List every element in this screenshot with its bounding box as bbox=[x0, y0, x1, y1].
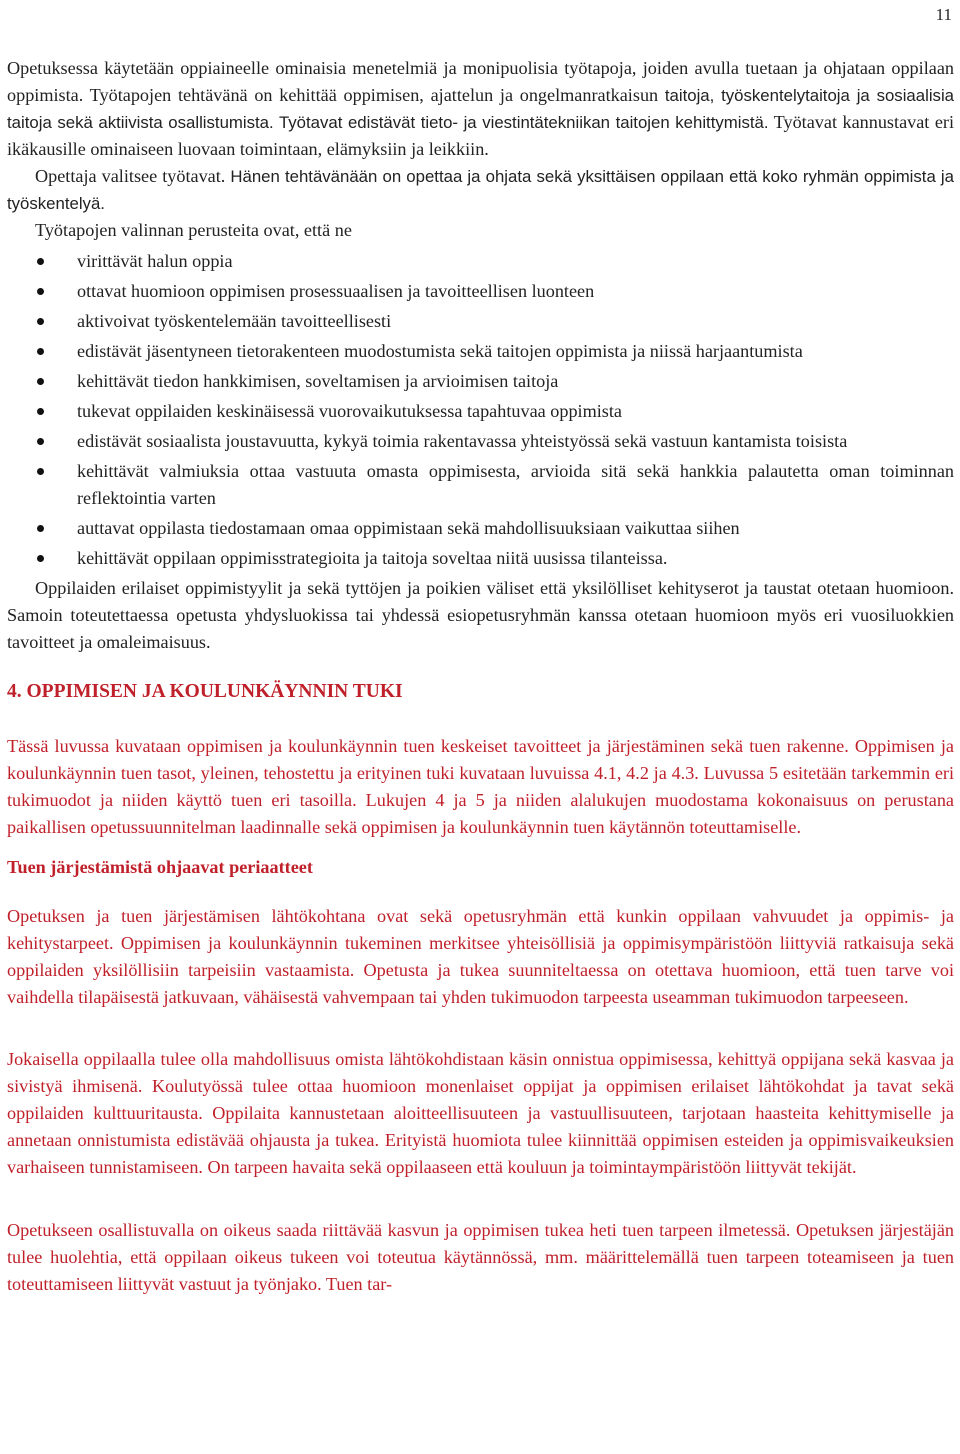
page-number: 11 bbox=[935, 5, 952, 24]
list-item-text: edistävät jäsentyneen tietorakenteen muodostumista sekä taitojen oppimista ja niissä harjaantumista bbox=[77, 341, 803, 361]
bullet-icon bbox=[37, 555, 44, 562]
bullet-icon bbox=[37, 468, 44, 475]
list-item-text: kehittävät valmiuksia ottaa vastuuta omasta oppimisesta, arvioida sitä sekä hankkia palautetta oman toiminnan reflektointia varten bbox=[77, 461, 954, 508]
list-item bbox=[7, 368, 954, 395]
teacher-sentence: Opettaja valitsee työtavat. bbox=[35, 166, 226, 186]
list-item bbox=[7, 398, 954, 425]
list-item-text: virittävät halun oppia bbox=[77, 251, 233, 271]
principles-paragraph-2: Jokaisella oppilaalla tulee olla mahdollisuus omista lähtökohdistaan käsin onnistua oppimisessa, kehittyä oppijana sekä kasvaa ja sivistyä ihmisenä. Koulutyössä tulee ottaa huomioon monenlaiset oppijat ja oppimisen erilaiset lähtökohdat ja tavat sekä oppilaiden kulttuuritausta. Oppilaita kannustetaan aloitteellisuuteen ja vastuullisuuteen, tarjotaan haasteita kehittymiselle ja annetaan onnistumista edistävää ohjausta ja tukea. Erityistä huomiota tulee kiinnittää oppimisen esteiden ja oppimisvaikeuksien varhaiseen tunnistamiseen. On tarpeen havaita sekä oppilaaseen että kouluun ja toimintaympäristöön liittyvät tekijät. bbox=[7, 1049, 954, 1177]
list-item-text: ottavat huomioon oppimisen prosessuaalisen ja tavoitteellisen luonteen bbox=[77, 281, 595, 301]
list-item-text: tukevat oppilaiden keskinäisessä vuorovaikutuksessa tapahtuvaa oppimista bbox=[77, 401, 622, 421]
bullet-icon bbox=[37, 408, 44, 415]
teacher-sentence-sans: Hänen tehtävänään on opettaa ja ohjata sekä yksittäisen oppilaan että koko ryhmän oppimista ja työskentelyä. bbox=[7, 167, 954, 213]
list-item-text: kehittävät tiedon hankkimisen, soveltamisen ja arvioimisen taitoja bbox=[77, 371, 559, 391]
intro-text-serif: Opetuksessa käytetään oppiaineelle ominaisia menetelmiä ja monipuolisia työtapoja, joiden avulla tuetaan ja ohjataan oppilaan oppimista. Työtapojen tehtävänä on kehittää oppimisen, ajattelun ja ongelmanratkaisun bbox=[7, 58, 954, 105]
bullet-icon bbox=[37, 348, 44, 355]
list-item-text: edistävät sosiaalista joustavuutta, kykyä toimia rakentavassa yhteistyössä sekä vastuun kantamista toisista bbox=[77, 431, 848, 451]
list-item bbox=[7, 338, 954, 365]
list-item bbox=[7, 248, 954, 275]
criteria-intro: Työtapojen valinnan perusteita ovat, että ne bbox=[35, 220, 352, 240]
criteria-list bbox=[7, 248, 954, 572]
closing-paragraph: Oppilaiden erilaiset oppimistyylit ja sekä tyttöjen ja poikien väliset että yksilölliset kehityserot ja taustat otetaan huomioon. Samoin toteutettaessa opetusta yhdysluokissa tai yhdessä esiopetusryhmän kanssa otetaan huomioon myös eri vuosiluokkien tavoitteet ja omaleimaisuus. bbox=[7, 578, 954, 652]
bullet-icon bbox=[37, 378, 44, 385]
principles-paragraph-1: Opetuksen ja tuen järjestämisen lähtökohtana ovat sekä opetusryhmän että kunkin oppilaan vahvuudet ja oppimis- ja kehitystarpeet. Oppimisen ja koulunkäynnin tukeminen merkitsee yhteisöllisiä ja oppimisympäristöön liittyviä ratkaisuja sekä oppilaiden yksilöllisiin tarpeisiin vastaamista. Opetusta ja tukea suunniteltaessa on otettava huomioon, että tuen tarve voi vaihdella tilapäisestä jatkuvaan, vähäisestä vahvempaan tai yhden tukimuodon tarpeesta useamman tukimuodon tarpeeseen. bbox=[7, 906, 954, 1007]
intro-paragraph-2 bbox=[7, 163, 954, 217]
principles-paragraph-3: Opetukseen osallistuvalla on oikeus saada riittävää kasvun ja oppimisen tukea heti tuen tarpeen ilmetessä. Opetuksen järjestäjän tulee huolehtia, että oppilaan oikeus tukeen voi toteutua käytännössä, mm. määrittelemällä tuen tarpeen toteamiseen ja tuen toteuttamiseen liittyvät vastuut ja työnjako. Tuen tar- bbox=[7, 1220, 954, 1294]
bullet-icon bbox=[37, 288, 44, 295]
intro-text-sans: taitoja, työskentelytaitoja ja sosiaalisia taitoja sekä aktiivista osallistumista. Työtavat edistävät tieto- ja viestintätekniikan taitojen kehittymistä. bbox=[7, 86, 955, 132]
bullet-icon bbox=[37, 318, 44, 325]
page-content bbox=[7, 55, 954, 1298]
list-item bbox=[7, 515, 954, 542]
bullet-icon bbox=[37, 258, 44, 265]
section-heading: 4. OPPIMISEN JA KOULUNKÄYNNIN TUKI bbox=[7, 681, 403, 702]
list-item bbox=[7, 545, 954, 572]
list-item bbox=[7, 308, 954, 335]
list-item bbox=[7, 278, 954, 305]
bullet-icon bbox=[37, 438, 44, 445]
intro-text-tail: Työtavat kannustavat eri ikäkausille ominaiseen luovaan toimintaan, elämyksiin ja leikkiin. bbox=[7, 112, 954, 159]
list-item bbox=[7, 428, 954, 455]
list-item bbox=[7, 458, 954, 512]
intro-paragraph-1 bbox=[7, 55, 954, 163]
section-intro-paragraph: Tässä luvussa kuvataan oppimisen ja koulunkäynnin tuen keskeiset tavoitteet ja järjestäminen sekä tuen rakenne. Oppimisen ja koulunkäynnin tuen tasot, yleinen, tehostettu ja erityinen tuki kuvataan luvuissa 4.1, 4.2 ja 4.3. Luvussa 5 esitetään tarkemmin eri tukimuodot ja niiden käyttö tuen eri tasoilla. Lukujen 4 ja 5 ja niiden alalukujen muodostama kokonaisuus on perustana paikallisen opetussuunnitelman laadinnalle sekä oppimisen ja koulunkäynnin tuen käytännön toteuttamiselle. bbox=[7, 736, 954, 837]
bullet-icon bbox=[37, 525, 44, 532]
list-item-text: aktivoivat työskentelemään tavoitteellisesti bbox=[77, 311, 392, 331]
list-item-text: kehittävät oppilaan oppimisstrategioita ja taitoja soveltaa niitä uusissa tilanteissa. bbox=[77, 548, 668, 568]
subsection-heading: Tuen järjestämistä ohjaavat periaatteet bbox=[7, 857, 313, 877]
list-item-text: auttavat oppilasta tiedostamaan omaa oppimistaan sekä mahdollisuuksiaan vaikuttaa siihen bbox=[77, 518, 740, 538]
